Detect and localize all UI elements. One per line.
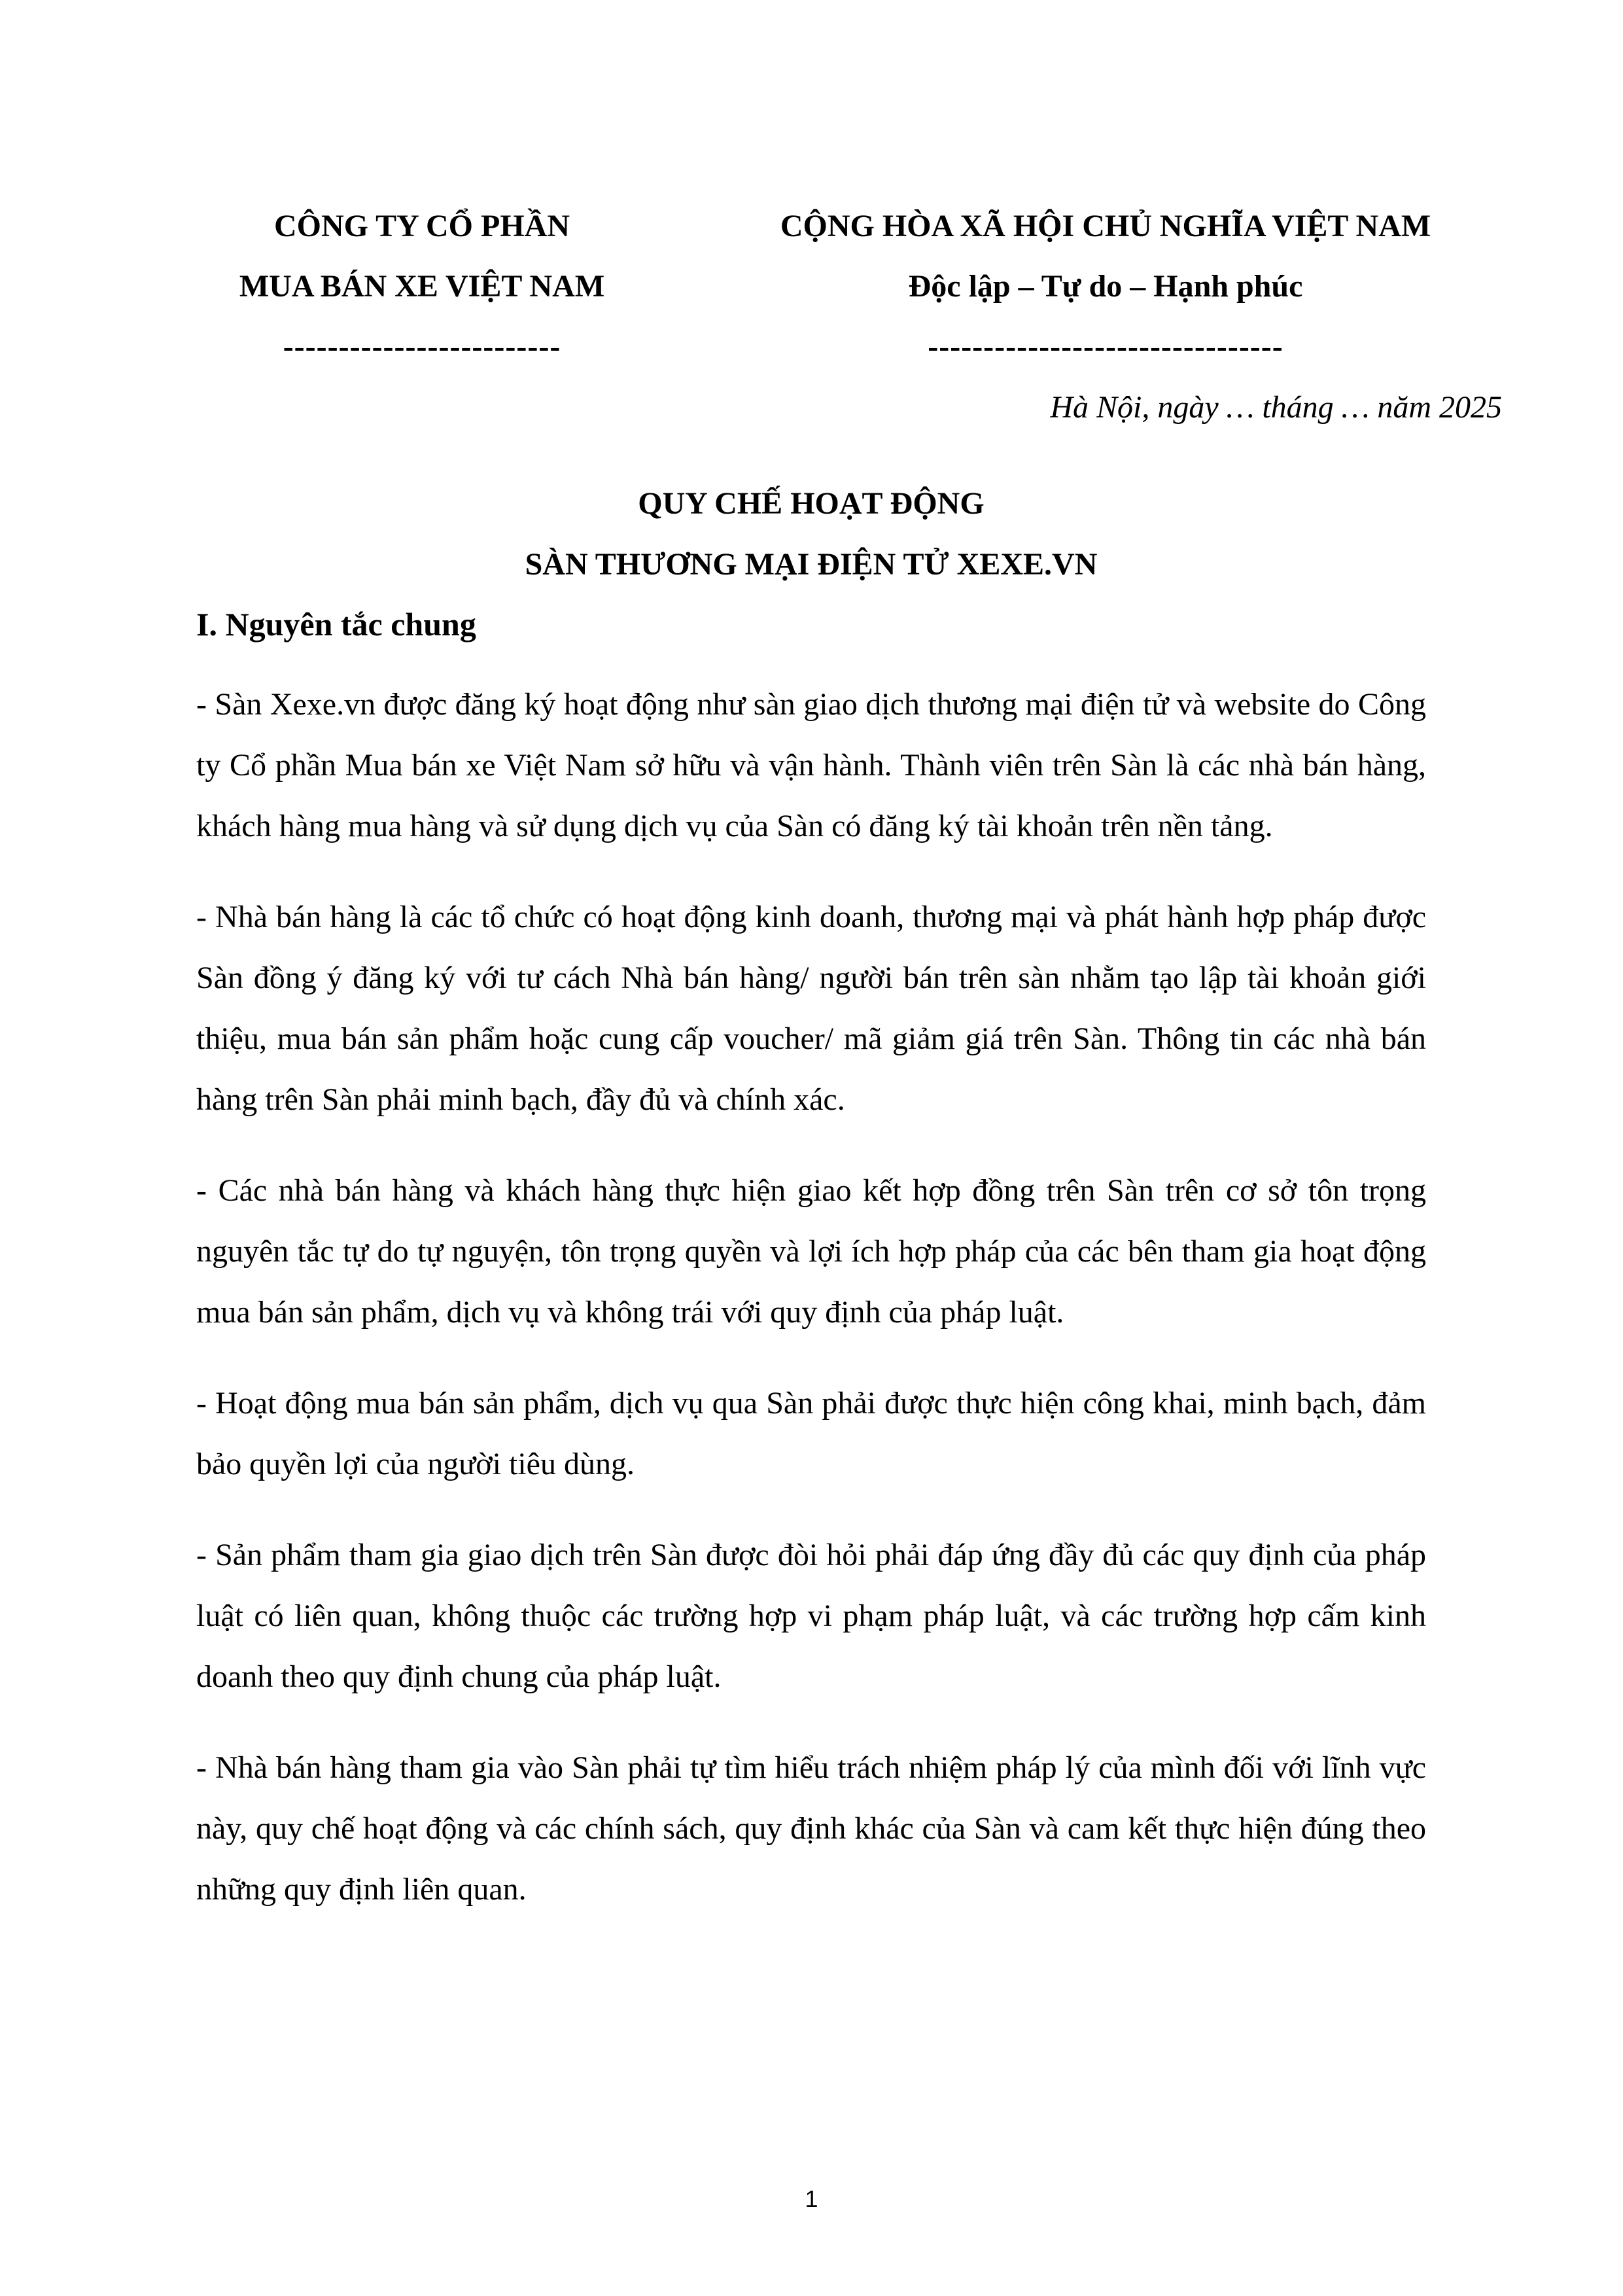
national-header bbox=[733, 196, 1478, 377]
paragraph: - Sản phẩm tham gia giao dịch trên Sàn được đòi hỏi phải đáp ứng đầy đủ các quy định của pháp luật có liên quan, không thuộc các trường hợp vi phạm pháp luật, và các trường hợp cấm kinh doanh theo quy định chung của pháp luật. bbox=[196, 1538, 1426, 1694]
paragraph: - Nhà bán hàng tham gia vào Sàn phải tự tìm hiểu trách nhiệm pháp lý của mình đối với lĩnh vực này, quy chế hoạt động và các chính sách, quy định khác của Sàn và cam kết thực hiện đúng theo những quy định liên quan. bbox=[196, 1750, 1426, 1907]
date-line: Hà Nội, ngày … tháng … năm 2025 bbox=[1050, 390, 1502, 425]
section-heading: I. Nguyên tắc chung bbox=[196, 606, 476, 643]
paragraph: - Nhà bán hàng là các tổ chức có hoạt động kinh doanh, thương mại và phát hành hợp pháp được Sàn đồng ý đăng ký với tư cách Nhà bán hàng/ người bán trên sàn nhằm tạo lập tài khoản giới thiệu, mua bán sản phẩm hoặc cung cấp voucher/ mã giảm giá trên Sàn. Thông tin các nhà bán hàng trên Sàn phải minh bạch, đầy đủ và chính xác. bbox=[196, 900, 1426, 1117]
paragraph: - Sàn Xexe.vn được đăng ký hoạt động như sàn giao dịch thương mại điện tử và website do Công ty Cổ phần Mua bán xe Việt Nam sở hữu và vận hành. Thành viên trên Sàn là các nhà bán hàng, khách hàng mua hàng và sử dụng dịch vụ của Sàn có đăng ký tài khoản trên nền tảng. bbox=[196, 687, 1426, 843]
company-name-line2: MUA BÁN XE VIỆT NAM bbox=[239, 269, 605, 304]
page-number: 1 bbox=[805, 2185, 818, 2212]
company-name-line1: CÔNG TY CỔ PHẦN bbox=[273, 209, 570, 243]
document-title bbox=[196, 473, 1426, 595]
company-header-rule: ------------------------- bbox=[283, 329, 561, 364]
document-title-line1: QUY CHẾ HOẠT ĐỘNG bbox=[638, 486, 985, 521]
document-title-line2: SÀN THƯƠNG MẠI ĐIỆN TỬ XEXE.VN bbox=[525, 547, 1098, 582]
national-header-rule: -------------------------------- bbox=[928, 329, 1283, 364]
paragraph: - Hoạt động mua bán sản phẩm, dịch vụ qua Sàn phải được thực hiện công khai, minh bạch, đảm bảo quyền lợi của người tiêu dùng. bbox=[196, 1386, 1426, 1481]
paragraph: - Các nhà bán hàng và khách hàng thực hiện giao kết hợp đồng trên Sàn trên cơ sở tôn trọng nguyên tắc tự do tự nguyện, tôn trọng quyền và lợi ích hợp pháp của các bên tham gia hoạt động mua bán sản phẩm, dịch vụ và không trái với quy định của pháp luật. bbox=[196, 1173, 1426, 1330]
company-header bbox=[183, 196, 661, 377]
national-motto: Độc lập – Tự do – Hạnh phúc bbox=[908, 269, 1303, 304]
national-title: CỘNG HÒA XÃ HỘI CHỦ NGHĨA VIỆT NAM bbox=[780, 209, 1431, 243]
document-body bbox=[196, 674, 1426, 1950]
